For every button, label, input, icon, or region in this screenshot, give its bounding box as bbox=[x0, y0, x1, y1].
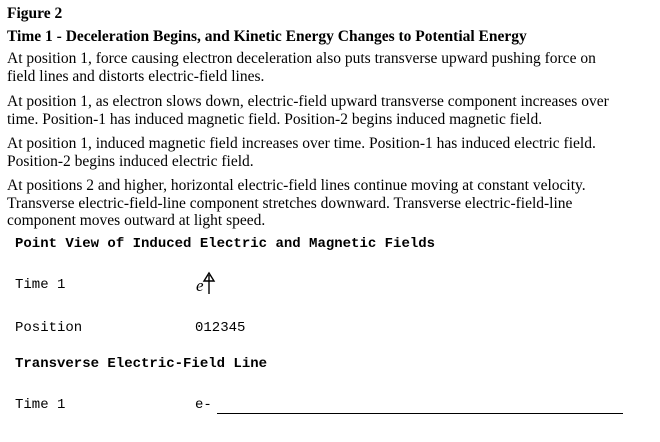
electron-upward-arrow-icon bbox=[195, 270, 225, 296]
paragraph-1 bbox=[7, 50, 655, 85]
point-view-time-label: Time 1 bbox=[15, 277, 66, 293]
transverse-time-label: Time 1 bbox=[15, 397, 66, 413]
paragraph-line: field lines and distorts electric-field lines. bbox=[7, 67, 265, 85]
electron-glyph-text: e bbox=[196, 276, 204, 295]
transverse-heading: Transverse Electric-Field Line bbox=[15, 356, 268, 372]
paragraph-line: time. Position-1 has induced magnetic field. Position-2 begins induced magnetic field. bbox=[7, 110, 543, 128]
paragraph-line: At position 1, as electron slows down, electric-field upward transverse component increases over bbox=[7, 93, 609, 110]
paragraph-line: Position-2 begins induced electric field. bbox=[7, 152, 254, 170]
position-label: Position bbox=[15, 320, 83, 336]
paragraph-4 bbox=[7, 177, 655, 230]
paragraph-3 bbox=[7, 135, 655, 170]
figure-title: Time 1 - Deceleration Begins, and Kinetic Energy Changes to Potential Energy bbox=[7, 28, 527, 45]
electric-field-line bbox=[217, 413, 623, 414]
paragraph-line: At position 1, induced magnetic field increases over time. Position-1 has induced electric field. bbox=[7, 135, 596, 152]
paragraph-2 bbox=[7, 93, 655, 128]
point-view-heading: Point View of Induced Electric and Magnetic Fields bbox=[15, 236, 436, 252]
figure-label: Figure 2 bbox=[7, 5, 63, 22]
position-value: 012345 bbox=[195, 320, 246, 336]
paragraph-line: At positions 2 and higher, horizontal electric-field lines continue moving at constant velocity. bbox=[7, 177, 586, 194]
paragraph-line: Transverse electric-field-line component stretches downward. Transverse electric-field-line bbox=[7, 194, 573, 212]
electron-label: e- bbox=[195, 397, 212, 413]
paragraph-line: component moves outward at light speed. bbox=[7, 212, 266, 229]
paragraph-line: At position 1, force causing electron deceleration also puts transverse upward pushing force on bbox=[7, 50, 596, 67]
